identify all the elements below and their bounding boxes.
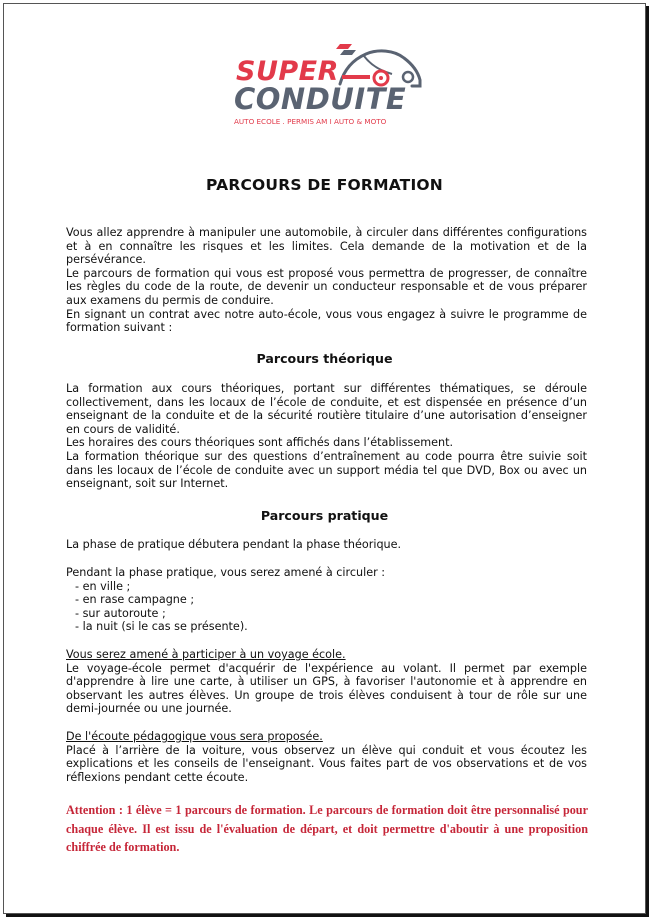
circulate-intro: Pendant la phase pratique, vous serez amené à circuler : xyxy=(66,566,386,579)
intro-paragraph-1: Vous allez apprendre à manipuler une automobile, à circuler dans différentes configurations et à en connaître les risques et les limites. Cela demande de la motivation et de la persévérance. xyxy=(66,226,587,267)
theory-paragraph-2: Les horaires des cours théoriques sont affichés dans l’établissement. xyxy=(66,436,454,450)
attention-note: Attention : 1 élève = 1 parcours de formation. Le parcours de formation doit être personnalisé pour chaque élève. Il est issu de l'évaluation de départ, et doit permettre d'aboutir à une proposition chiffrée de formation. xyxy=(66,803,588,855)
listening-heading: De l'écoute pédagogique vous sera proposée. xyxy=(66,730,323,743)
list-item: - en ville ; xyxy=(75,579,131,593)
document-page xyxy=(3,3,646,914)
practice-circulate xyxy=(66,566,587,634)
theory-section xyxy=(66,382,587,491)
practice-start xyxy=(66,538,587,552)
intro-paragraph-3: En signant un contrat avec notre auto-école, vous vous engagez à suivre le programme de formation suivant : xyxy=(66,307,587,335)
list-item: - en rase campagne ; xyxy=(75,593,195,607)
logo-brand-top: SUPER xyxy=(236,56,339,87)
school-trip-text: Le voyage-école permet d'acquérir de l'expérience au volant. Il permet par exemple d'apprendre à lire une carte, à utiliser un GPS, à favoriser l'autonomie et à apprendre en observant les autres élèves. Un groupe de trois élèves conduisent à tour de rôle sur une demi-journée ou une journée. xyxy=(66,661,587,716)
circulate-list xyxy=(66,580,587,634)
listening-text: Placé à l’arrière de la voiture, vous observez un élève qui conduit et vous écoutez les explications et les conseils de l'enseignant. Vous faites part de vos observations et de vos réflexions pendant cette écoute. xyxy=(66,743,587,784)
listening-section xyxy=(66,730,587,784)
school-trip-heading: Vous serez amené à participer à un voyage école. xyxy=(66,648,346,661)
theory-paragraph-1: La formation aux cours théoriques, portant sur différentes thématiques, se déroule collectivement, dans les locaux de l’école de conduite, et est dispensée en présence d’un enseignant de la conduite et de la sécurité routière titulaire d’une autorisation d’enseigner en cours de validité. xyxy=(66,382,587,436)
logo-tagline: AUTO ECOLE . PERMIS AM I AUTO & MOTO xyxy=(234,117,387,126)
list-item: - sur autoroute ; xyxy=(75,606,166,620)
logo-brand-bottom: CONDUITE xyxy=(234,82,407,116)
super-conduite-logo xyxy=(232,40,424,130)
intro-section xyxy=(66,226,587,335)
page-title: PARCOURS DE FORMATION xyxy=(206,176,443,194)
list-item: - la nuit (si le cas se présente). xyxy=(75,620,248,634)
theory-heading: Parcours théorique xyxy=(256,351,393,366)
school-trip-section xyxy=(66,648,587,716)
intro-paragraph-2: Le parcours de formation qui vous est proposé vous permettra de progresser, de connaître les règles du code de la route, de devenir un conducteur responsable et de vous préparer aux examens du permis de conduire. xyxy=(66,266,587,307)
practice-heading: Parcours pratique xyxy=(260,508,389,523)
theory-paragraph-3: La formation théorique sur des questions d’entraînement au code pourra être suivie soit dans les locaux de l’école de conduite avec un support média tel que DVD, Box ou avec un enseignant, soit sur Internet. xyxy=(66,449,587,491)
practice-start-text: La phase de pratique débutera pendant la phase théorique. xyxy=(66,538,402,551)
